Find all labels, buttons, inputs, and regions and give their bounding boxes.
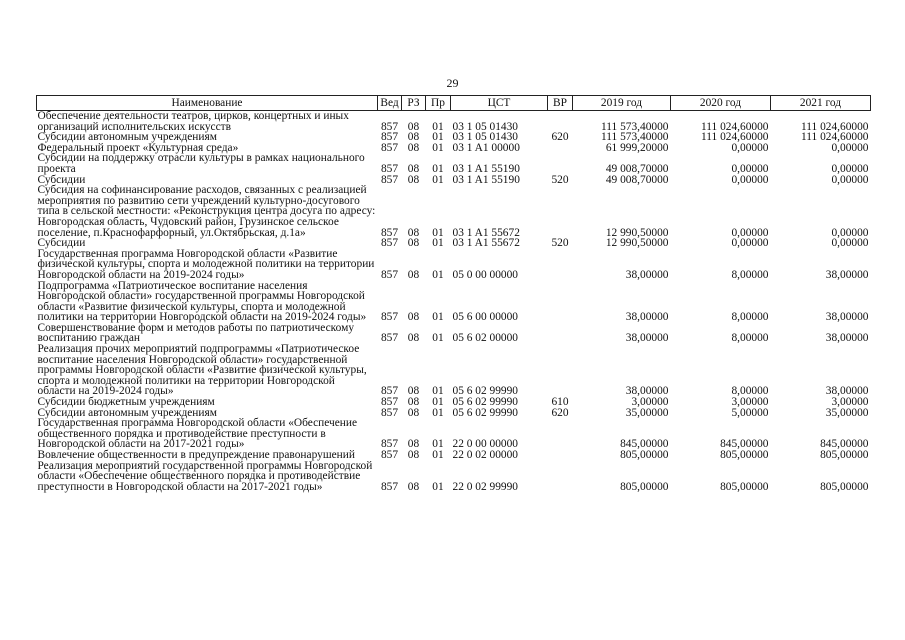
page-number: 29	[446, 76, 459, 90]
cell-name: Государственная программа Новгородской области «Обеспечение общественного порядка и противодействие преступности в Новгородской области на 2017-2021 годы»	[37, 417, 358, 451]
cell-name: Субсидии	[37, 237, 86, 250]
cell-pr: 01	[432, 141, 444, 154]
cell-rz: 08	[407, 141, 420, 154]
cell-2020: 805,00000	[720, 480, 769, 493]
cell-vr	[548, 249, 573, 281]
cell-name: Субсидия на софинансирование расходов, связанных с реализацией мероприятия по развитию сети учреждений культурно-досугового типа в сельской местности: «Реконструкция центра досуга по адресу: Новгородская область, Чудовский район, Грузинское сельское поселение, п.Краснофарфорный, ул.Октябрьская, д.1а»	[37, 184, 376, 239]
cell-vr	[548, 418, 573, 450]
cell-ved: 857	[380, 237, 399, 250]
cell-vr: 620	[551, 131, 569, 144]
cell-rz: 08	[407, 131, 420, 144]
cell-vr	[548, 461, 573, 493]
cell-2020: 845,00000	[720, 438, 769, 451]
cell-rz: 08	[407, 480, 420, 493]
cell-2021: 38,00000	[825, 385, 869, 398]
cell-2019: 805,00000	[620, 480, 669, 493]
cell-vr	[548, 323, 573, 344]
cell-pr: 01	[432, 268, 444, 281]
table-body	[37, 111, 871, 493]
cell-2021: 35,00000	[825, 406, 869, 419]
cell-2019: 845,00000	[620, 438, 669, 451]
cell-vr	[548, 143, 573, 154]
cell-rz: 08	[407, 268, 420, 281]
cell-name: Вовлечение общественности в предупреждение правонарушений	[37, 449, 355, 461]
cell-cst: 03 1 05 01430	[452, 131, 518, 144]
cell-cst: 03 1 A1 55190	[452, 173, 520, 186]
cell-vr	[548, 185, 573, 238]
cell-2019: 38,00000	[625, 268, 669, 281]
cell-vr	[548, 344, 573, 397]
table-row	[37, 323, 871, 344]
cell-pr: 01	[432, 385, 444, 398]
cell-pr: 01	[432, 120, 444, 133]
cell-name: Субсидии	[37, 173, 86, 186]
cell-vr: 620	[551, 406, 569, 419]
cell-2021: 38,00000	[825, 311, 869, 324]
cell-cst: 03 1 A1 00000	[452, 141, 520, 154]
cell-rz: 08	[407, 120, 420, 133]
header-2019: 2019 год	[573, 96, 671, 111]
cell-ved: 857	[380, 480, 399, 493]
cell-ved: 857	[380, 141, 399, 154]
cell-name: Федеральный проект «Культурная среда»	[37, 141, 239, 154]
budget-table	[36, 95, 871, 492]
cell-pr: 01	[432, 332, 444, 345]
cell-cst: 03 1 A1 55672	[452, 237, 520, 250]
cell-pr: 01	[432, 237, 444, 250]
cell-pr: 01	[432, 480, 444, 493]
cell-ved: 857	[380, 173, 399, 186]
cell-name: Субсидии на поддержку отрасли культуры в рамках национального проекта	[37, 152, 365, 175]
cell-cst: 05 6 00 00000	[452, 311, 518, 324]
cell-rz: 08	[407, 226, 420, 239]
header-name: Наименование	[37, 96, 378, 111]
cell-ved: 857	[380, 226, 399, 239]
cell-rz: 08	[407, 438, 420, 451]
cell-name: Подпрограмма «Патриотическое воспитание населения Новгородской области» государственной программы Новгородской области «Развитие физической культуры, спорта и молодежной политики на территории Новгородской области на 2019-2024 годы»	[37, 279, 367, 324]
cell-cst: 03 1 A1 55190	[452, 162, 520, 175]
cell-ved: 857	[380, 396, 399, 409]
cell-name: Государственная программа Новгородской области «Развитие физической культуры, спорта и молодежной политики на территории Новгородской области на 2019-2024 годы»	[37, 247, 375, 281]
table-row	[37, 450, 871, 461]
cell-2021: 111 024,60000	[801, 131, 869, 144]
cell-2020: 8,00000	[731, 332, 769, 345]
cell-vr	[548, 153, 573, 174]
cell-ved: 857	[380, 438, 399, 451]
cell-rz: 08	[407, 449, 420, 461]
cell-vr: 520	[551, 173, 569, 186]
cell-2020: 0,00000	[731, 173, 769, 186]
cell-cst: 05 6 02 00000	[452, 332, 518, 345]
cell-2020: 111 024,60000	[701, 120, 769, 133]
header-ved: Вед	[378, 96, 402, 111]
cell-rz: 08	[407, 406, 420, 419]
cell-2020: 0,00000	[731, 141, 769, 154]
cell-2021: 38,00000	[825, 268, 869, 281]
cell-2019: 38,00000	[625, 332, 669, 345]
cell-rz: 08	[407, 162, 420, 175]
cell-2021: 3,00000	[831, 396, 869, 409]
cell-2020: 8,00000	[731, 311, 769, 324]
cell-rz: 08	[407, 332, 420, 345]
cell-ved: 857	[380, 311, 399, 324]
cell-2020: 3,00000	[731, 396, 769, 409]
cell-2019: 3,00000	[631, 396, 669, 409]
cell-name: Реализация прочих мероприятий подпрограммы «Патриотическое воспитание населения Новгородской области» государственной программы Новгородской области «Развитие физической культуры, спорта и молодежной политики на территории Новгородской области на 2019-2024 годы»	[37, 343, 367, 398]
cell-vr	[548, 281, 573, 323]
cell-cst: 05 6 02 99990	[452, 406, 518, 419]
table-row	[37, 111, 871, 133]
table-row	[37, 461, 871, 493]
cell-2020: 8,00000	[731, 385, 769, 398]
cell-2021: 0,00000	[831, 173, 869, 186]
cell-ved: 857	[380, 332, 399, 345]
cell-2019: 12 990,50000	[605, 237, 669, 250]
cell-vr: 610	[551, 396, 569, 409]
cell-2019: 12 990,50000	[605, 226, 669, 239]
cell-2019: 38,00000	[625, 311, 669, 324]
cell-pr: 01	[432, 226, 444, 239]
cell-pr: 01	[432, 173, 444, 186]
cell-pr: 01	[432, 406, 444, 419]
cell-pr: 01	[432, 438, 444, 451]
cell-2021: 845,00000	[820, 438, 869, 451]
cell-cst: 05 6 02 99990	[452, 396, 518, 409]
cell-2019: 35,00000	[625, 406, 669, 419]
cell-2020: 0,00000	[731, 162, 769, 175]
cell-rz: 08	[407, 311, 420, 324]
cell-vr	[548, 450, 573, 461]
cell-name: Субсидии автономным учреждениям	[37, 131, 217, 144]
cell-cst: 03 1 A1 55672	[452, 226, 520, 239]
cell-2019: 805,00000	[620, 449, 669, 461]
cell-ved: 857	[380, 406, 399, 419]
cell-2021: 805,00000	[820, 449, 869, 461]
cell-rz: 08	[407, 385, 420, 398]
cell-2020: 0,00000	[731, 237, 769, 250]
cell-name: Реализация мероприятий государственной программы Новгородской области «Обеспечение общественного порядка и противодействие преступности в Новгородской области на 2017-2021 годы»	[37, 459, 373, 493]
cell-ved: 857	[380, 449, 399, 461]
cell-2019: 61 999,20000	[605, 141, 669, 154]
cell-vr: 520	[551, 237, 569, 250]
header-2021: 2021 год	[771, 96, 871, 111]
cell-pr: 01	[432, 311, 444, 324]
table-row	[37, 418, 871, 450]
cell-ved: 857	[380, 162, 399, 175]
cell-cst: 22 0 00 00000	[452, 438, 518, 451]
header-2020: 2020 год	[671, 96, 771, 111]
cell-2019: 38,00000	[625, 385, 669, 398]
cell-rz: 08	[407, 396, 420, 409]
cell-ved: 857	[380, 120, 399, 133]
header-rz: РЗ	[402, 96, 426, 111]
cell-2019: 49 008,70000	[605, 173, 669, 186]
cell-name: Обеспечение деятельности театров, цирков, концертных и иных организаций исполнительских искусств	[37, 110, 349, 133]
cell-2021: 0,00000	[831, 237, 869, 250]
cell-2020: 5,00000	[731, 406, 769, 419]
table-row	[37, 344, 871, 397]
cell-ved: 857	[380, 131, 399, 144]
cell-vr	[548, 111, 573, 133]
table-row	[37, 249, 871, 281]
cell-name: Совершенствование форм и методов работы по патриотическому воспитанию граждан	[37, 321, 355, 345]
cell-cst: 22 0 02 00000	[452, 449, 518, 461]
cell-2020: 0,00000	[731, 226, 769, 239]
cell-2021: 111 024,60000	[801, 120, 869, 133]
cell-rz: 08	[407, 173, 420, 186]
cell-ved: 857	[380, 268, 399, 281]
cell-name: Субсидии бюджетным учреждениям	[37, 396, 215, 409]
cell-2021: 0,00000	[831, 226, 869, 239]
table-row	[37, 281, 871, 323]
cell-2019: 49 008,70000	[605, 162, 669, 175]
cell-2021: 805,00000	[820, 480, 869, 493]
header-cst: ЦСТ	[451, 96, 548, 111]
cell-cst: 03 1 05 01430	[452, 120, 518, 133]
table-row	[37, 153, 871, 174]
cell-cst: 22 0 02 99990	[452, 480, 518, 493]
cell-2019: 111 573,40000	[601, 131, 669, 144]
header-vr: ВР	[548, 96, 573, 111]
cell-rz: 08	[407, 237, 420, 250]
cell-2020: 111 024,60000	[701, 131, 769, 144]
table-row	[37, 185, 871, 238]
cell-2020: 8,00000	[731, 268, 769, 281]
header-pr: Пр	[426, 96, 451, 111]
cell-name: Субсидии автономным учреждениям	[37, 406, 217, 419]
cell-2019: 111 573,40000	[601, 120, 669, 133]
cell-pr: 01	[432, 131, 444, 144]
cell-pr: 01	[432, 449, 444, 461]
table-header-row	[37, 96, 871, 111]
cell-ved: 857	[380, 385, 399, 398]
cell-pr: 01	[432, 396, 444, 409]
cell-cst: 05 0 00 00000	[452, 268, 518, 281]
cell-2021: 0,00000	[831, 162, 869, 175]
cell-2020: 805,00000	[720, 449, 769, 461]
cell-2021: 0,00000	[831, 141, 869, 154]
cell-pr: 01	[432, 162, 444, 175]
cell-2021: 38,00000	[825, 332, 869, 345]
cell-cst: 05 6 02 99990	[452, 385, 518, 398]
